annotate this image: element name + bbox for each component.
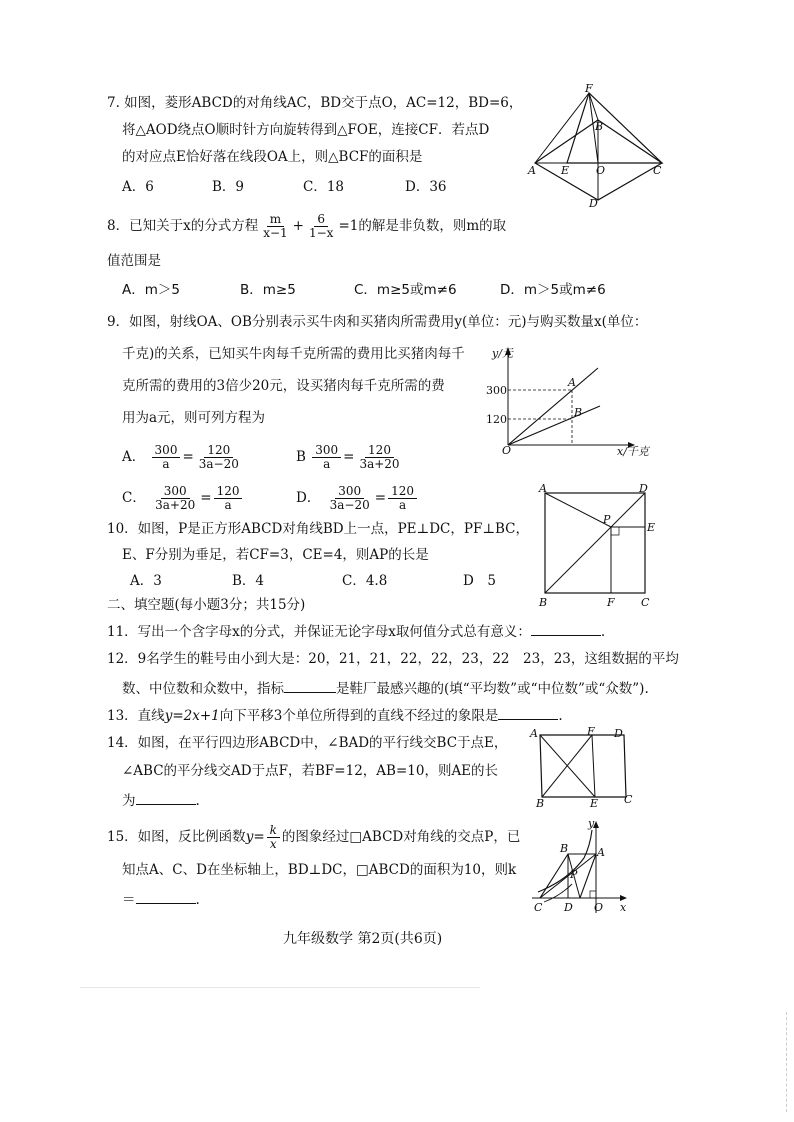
q14-end: . xyxy=(195,793,200,809)
q14-label-a: A xyxy=(530,727,538,740)
q14-line2: ∠ABC的平分线交AD于点F，若BF=12，AB=10，则AE的长 xyxy=(122,763,499,779)
q9-a-eq: = xyxy=(182,449,194,465)
q9-point-a: A xyxy=(568,376,576,389)
q9-a-num2: 120 xyxy=(204,444,233,458)
scan-artifact-line xyxy=(80,987,480,988)
q13-suffix: 向下平移3个单位所得到的直线不经过的象限是 xyxy=(219,708,499,724)
q15-answer-blank[interactable] xyxy=(136,889,196,904)
q9-b-frac1 xyxy=(312,444,341,471)
q8-f2-den: 1−x xyxy=(308,226,334,240)
q9-option-d-label: D． xyxy=(296,490,321,506)
q14-line1: 14．如图，在平行四边形ABCD中，∠BAD的平行线交BC于点E， xyxy=(107,735,508,751)
q7-label-c: C xyxy=(653,164,662,177)
q9-c-num1: 300 xyxy=(161,485,190,499)
q12-answer-blank[interactable] xyxy=(284,678,336,693)
q7-label-d: D xyxy=(589,197,598,210)
q7-option-d: D．36 xyxy=(405,179,447,195)
q10-option-d: D 5 xyxy=(463,573,496,589)
q9-b-eq: = xyxy=(343,449,355,465)
q10-label-e: E xyxy=(647,521,656,534)
q9-option-a-label: A． xyxy=(122,449,146,465)
q7-label-o: O xyxy=(596,164,606,177)
q10-label-b: B xyxy=(539,596,548,609)
q15-prefix: 15．如图，反比例函数 xyxy=(107,829,246,845)
q10-option-a: A．3 xyxy=(130,573,162,589)
q9-b-den2: 3a+20 xyxy=(359,457,400,471)
q15-label-b: B xyxy=(560,842,569,855)
q14-line3 xyxy=(122,790,200,810)
q9-line4: 用为a元，则可列方程为 xyxy=(122,410,266,426)
q10-label-a: A xyxy=(539,482,547,495)
q9-x-axis-label: x/千克 xyxy=(617,445,649,458)
q12-line2-b: 是鞋厂最感兴趣的(填“平均数”或“中位数”或“众数”). xyxy=(336,681,649,697)
q15-label-x: x xyxy=(620,901,627,914)
q8-option-a: A．m＞5 xyxy=(122,282,180,298)
q10-option-c: C．4.8 xyxy=(342,573,388,589)
q9-a-frac1 xyxy=(152,444,181,471)
q7-line1: 7. 如图，菱形ABCD的对角线AC，BD交于点O，AC=12，BD=6， xyxy=(107,95,523,111)
q9-d-frac2 xyxy=(388,485,417,512)
q9-b-num2: 120 xyxy=(365,444,394,458)
q9-line1: 9．如图，射线OA、OB分别表示买牛肉和买猪肉所需费用y(单位：元)与购买数量x(单位： xyxy=(107,314,648,330)
q15-label-d: D xyxy=(564,901,573,914)
q9-d-num2: 120 xyxy=(388,485,417,499)
q9-a-den1: a xyxy=(162,457,170,471)
q9-tick-120: 120 xyxy=(486,413,507,426)
q8-prefix: 8．已知关于x的分式方程 xyxy=(107,218,259,234)
q9-a-frac2 xyxy=(196,444,242,471)
q15-suffix: 的图象经过□ABCD对角线的交点P，已 xyxy=(281,829,521,845)
q11-text: 11．写出一个含字母x的分式，并保证无论字母x取何值分式总有意义： xyxy=(107,624,531,640)
q9-b-frac2 xyxy=(356,444,402,471)
q14-line3-text: 为 xyxy=(122,793,136,809)
q8-option-b: B．m≥5 xyxy=(240,282,296,298)
q14-answer-blank[interactable] xyxy=(136,790,196,805)
q9-d-num1: 300 xyxy=(335,485,364,499)
q7-option-b: B．9 xyxy=(212,179,245,195)
q10-label-p: P xyxy=(603,513,611,526)
q7-label-e: E xyxy=(561,164,570,177)
q11-line xyxy=(107,621,605,641)
q15-label-c: C xyxy=(534,901,543,914)
q15-label-p: P xyxy=(570,868,578,881)
q9-d-frac1 xyxy=(327,485,373,512)
q9-d-eq: = xyxy=(374,490,387,506)
q9-c-eq: = xyxy=(200,490,212,506)
q15-line3 xyxy=(122,889,200,909)
q9-line2: 千克)的关系，已知买牛肉每千克所需的费用比买猪肉每千 xyxy=(122,346,465,362)
q9-point-b: B xyxy=(574,406,583,419)
q11-end: . xyxy=(600,624,606,640)
q8-line2: 值范围是 xyxy=(107,253,161,269)
q7-option-c: C．18 xyxy=(303,179,345,195)
q9-option-a xyxy=(122,440,244,474)
q13-line xyxy=(107,705,563,725)
q8-fraction-2 xyxy=(306,213,336,240)
q8-f1-num: m xyxy=(267,213,284,227)
q7-label-f: F xyxy=(585,82,593,95)
q9-c-frac1 xyxy=(152,485,198,512)
q9-option-b xyxy=(296,440,405,474)
section2-heading: 二、填空题(每小题3分；共15分) xyxy=(107,597,306,613)
q15-k: k xyxy=(267,824,280,838)
q8-option-d: D．m＞5或m≠6 xyxy=(500,282,606,298)
q9-d-den2: a xyxy=(398,498,407,512)
q15-label-y: y xyxy=(588,817,595,830)
q9-cost-graph xyxy=(488,343,660,461)
q7-option-a: A．6 xyxy=(122,179,154,195)
q15-ylead: y= xyxy=(245,829,265,845)
q10-option-b: B．4 xyxy=(232,573,265,589)
q8-f2-num: 6 xyxy=(314,213,328,227)
q9-c-den1: 3a+20 xyxy=(155,498,196,512)
q9-c-den2: a xyxy=(224,498,232,512)
q9-a-den2: 3a−20 xyxy=(198,457,239,471)
q15-x: x xyxy=(269,837,277,851)
page-footer: 九年级数学 第2页(共6页) xyxy=(283,931,443,947)
q9-a-num1: 300 xyxy=(152,444,181,458)
q15-label-o: O xyxy=(594,901,604,914)
q15-hyperbola-figure xyxy=(528,818,633,918)
q8-suffix: =1的解是非负数，则m的取 xyxy=(338,218,507,234)
q13-equation: y=2x+1 xyxy=(164,708,220,724)
q13-prefix: 13．直线 xyxy=(107,708,165,724)
q9-option-d xyxy=(296,481,419,515)
q9-option-c-label: C． xyxy=(122,490,146,506)
q11-answer-blank[interactable] xyxy=(531,621,601,636)
q8-fraction-1 xyxy=(260,213,290,240)
q13-end: . xyxy=(558,708,563,724)
q7-line3: 的对应点E恰好落在线段OA上，则△BCF的面积是 xyxy=(122,149,423,165)
q12-line1: 12．9名学生的鞋号由小到大是：20，21，21，22，22，23，22 23，23，这组数据的平均 xyxy=(107,651,679,667)
q14-label-f: F xyxy=(587,725,595,738)
q9-b-num1: 300 xyxy=(312,444,341,458)
q12-line2-a: 数、中位数和众数中，指标 xyxy=(122,681,284,697)
q15-end: . xyxy=(195,892,200,908)
q12-line2 xyxy=(122,678,649,698)
q10-line1: 10．如图，P是正方形ABCD对角线BD上一点，PE⊥DC，PF⊥BC， xyxy=(107,521,530,537)
q9-b-den1: a xyxy=(323,457,331,471)
q8-equation-line xyxy=(107,211,506,241)
q14-label-e: E xyxy=(590,797,599,810)
q10-label-d: D xyxy=(639,482,648,495)
q13-answer-blank[interactable] xyxy=(498,705,558,720)
q9-y-axis-label: y/元 xyxy=(492,347,513,360)
q15-label-a: A xyxy=(597,846,605,859)
scan-edge-marks xyxy=(786,1012,788,1112)
q9-tick-300: 300 xyxy=(486,384,507,397)
q9-origin-label: O xyxy=(502,444,512,457)
q10-square-figure xyxy=(535,482,665,615)
q9-line3: 克所需的费用的3倍少20元，设买猪肉每千克所需的费 xyxy=(122,378,445,394)
q14-label-c: C xyxy=(624,793,633,806)
q8-f1-den: x−1 xyxy=(263,226,288,240)
q7-label-b: B xyxy=(595,120,604,133)
q10-label-c: C xyxy=(641,596,650,609)
q9-c-num2: 120 xyxy=(214,485,243,499)
q15-line3-text: ＝ xyxy=(122,892,136,908)
q7-label-a: A xyxy=(528,164,536,177)
q14-label-d: D xyxy=(614,727,623,740)
q9-c-frac2 xyxy=(214,485,243,512)
q9-option-b-label: B xyxy=(296,449,306,465)
q7-line2: 将△AOD绕点O顺时针方向旋转得到△FOE，连接CF．若点D xyxy=(122,122,490,138)
q14-parallelogram-figure xyxy=(528,727,640,809)
q14-label-b: B xyxy=(536,797,545,810)
q15-line2: 知点A、C、D在坐标轴上，BD⊥DC，□ABCD的面积为10，则k xyxy=(122,862,517,878)
q15-line1 xyxy=(107,822,520,852)
q8-option-c: C．m≥5或m≠6 xyxy=(354,282,457,298)
q9-d-den1: 3a−20 xyxy=(329,498,370,512)
q10-line2: E、F分别为垂足，若CF=3，CE=4，则AP的长是 xyxy=(122,547,429,563)
q8-plus: + xyxy=(292,218,304,234)
q9-option-c xyxy=(122,481,244,515)
q7-rhombus-figure xyxy=(525,82,670,210)
q10-label-f: F xyxy=(607,596,615,609)
q15-fraction xyxy=(267,824,280,851)
